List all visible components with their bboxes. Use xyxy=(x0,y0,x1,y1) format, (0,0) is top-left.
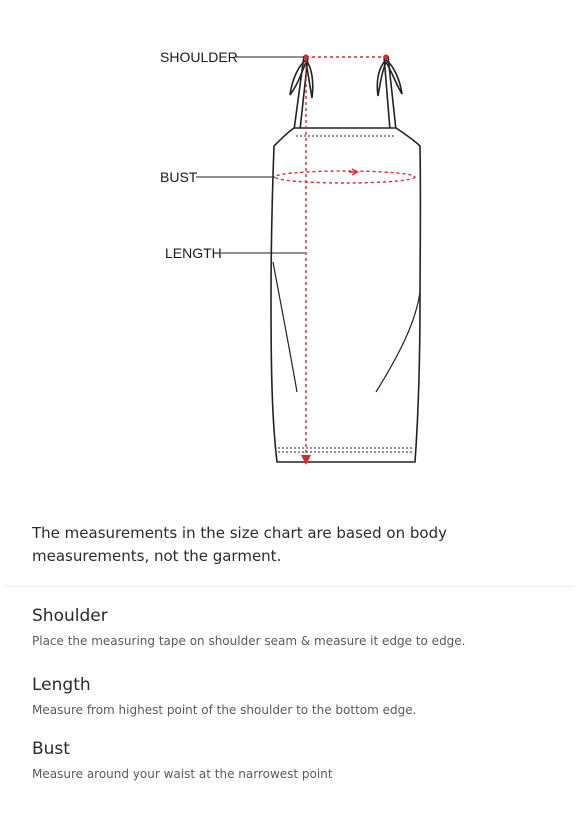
section-divider xyxy=(5,586,573,587)
shoulder-label: SHOULDER xyxy=(160,49,238,65)
guide-length-text: Measure from highest point of the shoulder to the bottom edge. xyxy=(32,703,417,717)
guide-length xyxy=(32,674,552,718)
guide-shoulder xyxy=(32,605,552,649)
length-label: LENGTH xyxy=(165,245,222,261)
measurement-note: The measurements in the size chart are based on body measurements, not the garment. xyxy=(32,524,447,565)
shoulder-measure-line xyxy=(303,54,388,59)
bust-label: BUST xyxy=(160,169,198,185)
guide-bust-text: Measure around your waist at the narrowest point xyxy=(32,767,333,781)
dress-body-outline xyxy=(271,128,420,462)
guide-length-title: Length xyxy=(32,675,91,695)
guide-bust-title: Bust xyxy=(32,739,70,759)
guide-bust xyxy=(32,738,552,782)
guide-shoulder-title: Shoulder xyxy=(32,606,108,626)
left-strap xyxy=(290,56,313,130)
guide-shoulder-text: Place the measuring tape on shoulder seam & measure it edge to edge. xyxy=(32,634,466,648)
right-strap xyxy=(377,56,402,130)
